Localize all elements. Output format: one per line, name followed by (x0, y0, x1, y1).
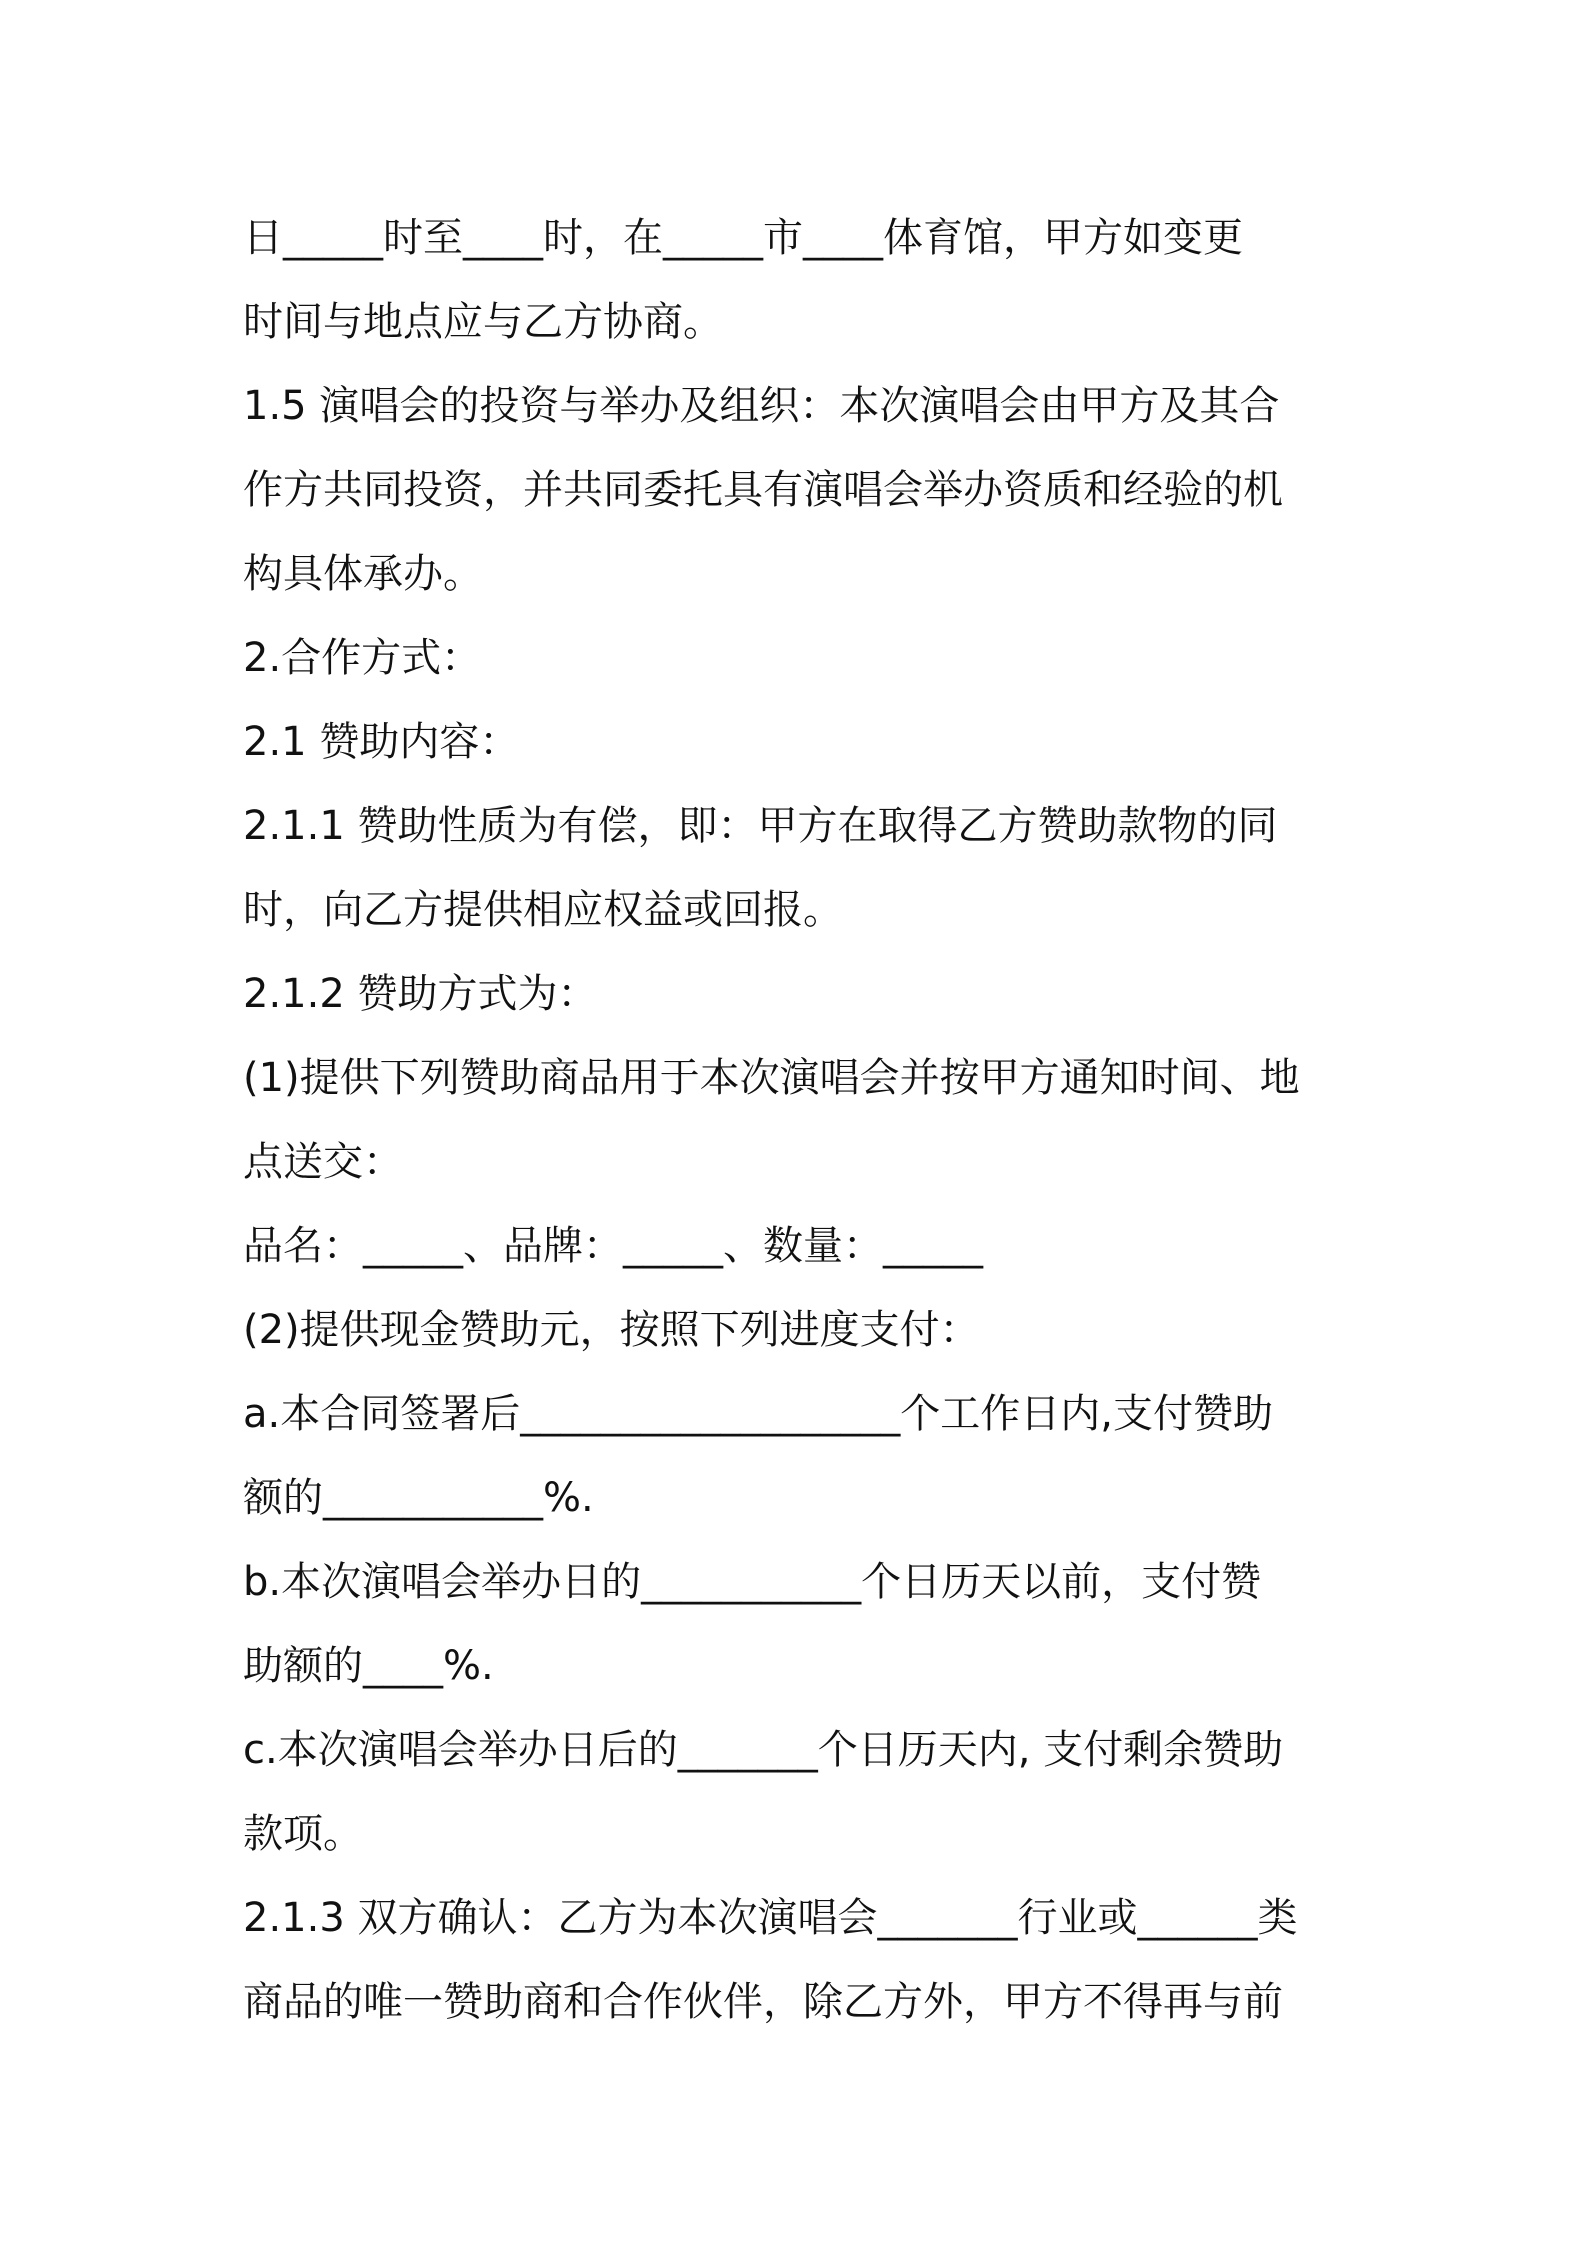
text-line: 2.1.1 赞助性质为有偿，即：甲方在取得乙方赞助款物的同 (243, 803, 1278, 849)
fill-in-line: 额的___________%. (243, 1475, 594, 1521)
fill-in-line: b.本次演唱会举办日的___________个日历天以前，支付赞 (243, 1559, 1262, 1605)
fill-in-line: a.本合同签署后___________________个工作日内,支付赞助 (243, 1391, 1273, 1437)
text-line: 款项。 (243, 1811, 363, 1857)
fill-in-line: 助额的____%. (243, 1643, 494, 1689)
fill-in-line: c.本次演唱会举办日后的_______个日历天内, 支付剩余赞助 (243, 1727, 1284, 1773)
document-body (243, 196, 1358, 2044)
text-line: 作方共同投资，并共同委托具有演唱会举办资质和经验的机 (243, 467, 1283, 513)
text-line: 时，向乙方提供相应权益或回报。 (243, 887, 843, 933)
text-line: (1)提供下列赞助商品用于本次演唱会并按甲方通知时间、地 (243, 1055, 1300, 1101)
text-line: 构具体承办。 (243, 551, 483, 597)
subsection-heading: 2.1 赞助内容： (243, 719, 520, 765)
text-line: (2)提供现金赞助元，按照下列进度支付： (243, 1307, 980, 1353)
text-line: 日_____时至____时，在_____市____体育馆，甲方如变更 (243, 215, 1243, 261)
subsection-heading: 2.1.2 赞助方式为： (243, 971, 598, 1017)
fill-in-line: 品名：_____、品牌：_____、数量：_____ (243, 1223, 983, 1269)
text-line: 1.5 演唱会的投资与举办及组织：本次演唱会由甲方及其合 (243, 383, 1280, 429)
section-heading: 2.合作方式： (243, 635, 482, 681)
text-line: 时间与地点应与乙方协商。 (243, 299, 723, 345)
text-line: 商品的唯一赞助商和合作伙伴，除乙方外，甲方不得再与前 (243, 1979, 1283, 2025)
fill-in-line: 2.1.3 双方确认：乙方为本次演唱会_______行业或______类 (243, 1895, 1298, 1941)
text-line: 点送交： (243, 1139, 403, 1185)
